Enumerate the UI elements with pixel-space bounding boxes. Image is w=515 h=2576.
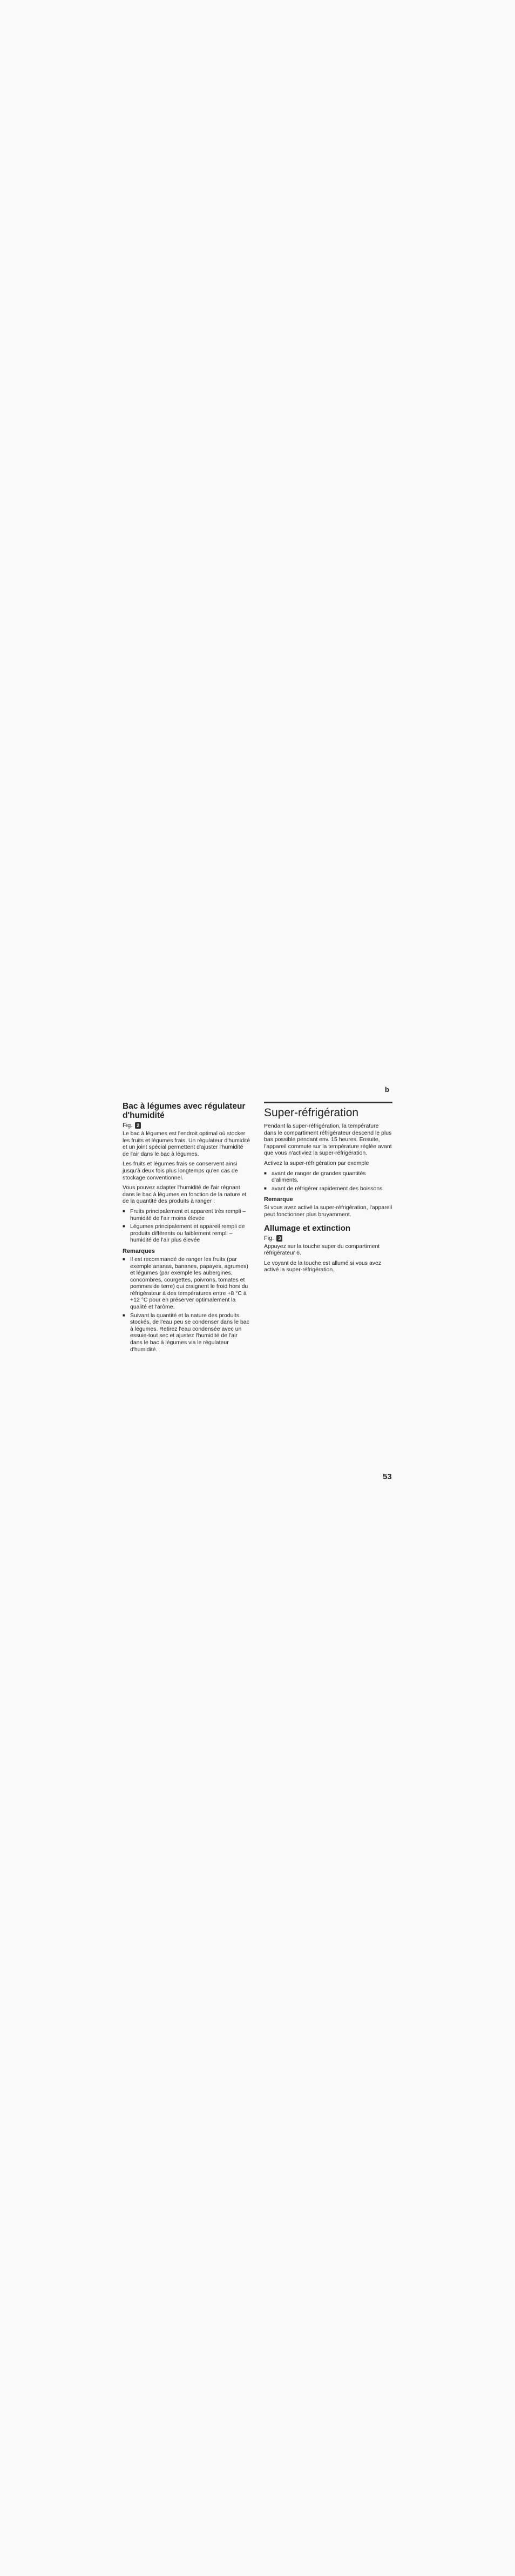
list-item: ■ avant de réfrigérer rapidement des boissons. — [264, 1185, 392, 1192]
figure-reference — [123, 1122, 251, 1129]
remark-heading: Remarque — [264, 1196, 293, 1203]
notes-list — [123, 1256, 251, 1353]
bullet-list — [123, 1208, 251, 1244]
figure-number-badge: 3 — [276, 1235, 282, 1242]
list-item: ■ Légumes principalement et appareil rempli de produits différents ou faiblement rempli – humidité de l'air plus élevée — [123, 1223, 251, 1244]
paragraph: Vous pouvez adapter l'humidité de l'air régnant dans le bac à légumes en fonction de la nature et de la quantité des produits à ranger : — [123, 1184, 247, 1205]
right-column — [264, 1102, 392, 1277]
bullet-list — [264, 1170, 392, 1192]
section-divider — [264, 1102, 392, 1103]
section-heading-on-off: Allumage et extinction — [264, 1223, 351, 1233]
paragraph: Les fruits et légumes frais se conservent ainsi jusqu'à deux fois plus longtemps qu'en cas de stockage conventionnel. — [123, 1161, 238, 1181]
paragraph: Activez la super-réfrigération par exemple — [264, 1159, 369, 1166]
paragraph: Appuyez sur la touche super du compartiment réfrigérateur 6. — [264, 1243, 380, 1257]
paragraph: Pendant la super-réfrigération, la température dans le compartiment réfrigérateur descend le plus bas possible pendant env. 15 heures. Ensuite, l'appareil commute sur la température réglée avant que vous n'activiez la super-réfrigération. — [264, 1123, 392, 1157]
list-item: ■ Suivant la quantité et la nature des produits stockés, de l'eau peu se condenser dans le bac à légumes. Retirez l'eau condensée avec un essuie-tout sec et ajustez l'humidité de l'air dans le bac à légumes via le régulateur d'humidité. — [123, 1312, 251, 1353]
list-item: ■ avant de ranger de grandes quantités d'aliments. — [264, 1170, 392, 1184]
section-heading-super-cooling: Super-réfrigération — [264, 1107, 359, 1119]
language-code: b — [385, 1085, 389, 1094]
figure-label: Fig. — [264, 1235, 274, 1242]
left-column — [123, 1102, 251, 1356]
remark-text: Si vous avez activé la super-réfrigération, l'appareil peut fonctionner plus bruyamment. — [264, 1204, 392, 1218]
paragraph: Le bac à légumes est l'endroit optimal où stocker les fruits et légumes frais. Un régulateur d'humidité et un joint spécial permettent d'ajuster l'humidité de l'air dans le bac à légumes. — [123, 1130, 250, 1157]
section-heading-vegetable-drawer: Bac à légumes avec régulateur d'humidité — [123, 1102, 246, 1120]
list-item: ■ Il est recommandé de ranger les fruits (par exemple ananas, bananes, papayes, agrumes) et légumes (par exemple les aubergines, concombres, courgettes, poivrons, tomates et pommes de terre) qui craignent le froid hors du réfrigérateur à des températures entre +8 °C à +12 °C pour en préserver optimalement la qualité et l'arôme. — [123, 1256, 251, 1311]
paragraph: Le voyant de la touche est allumé si vous avez activé la super-réfrigération. — [264, 1259, 382, 1273]
notes-heading: Remarques — [123, 1247, 155, 1255]
figure-reference — [264, 1235, 392, 1242]
list-item: ■ Fruits principalement et apparent très rempli – humidité de l'air moins élevée — [123, 1208, 251, 1222]
figure-number-badge: 2 — [135, 1122, 141, 1129]
figure-label: Fig. — [123, 1122, 133, 1129]
page-number: 53 — [383, 1472, 392, 1481]
